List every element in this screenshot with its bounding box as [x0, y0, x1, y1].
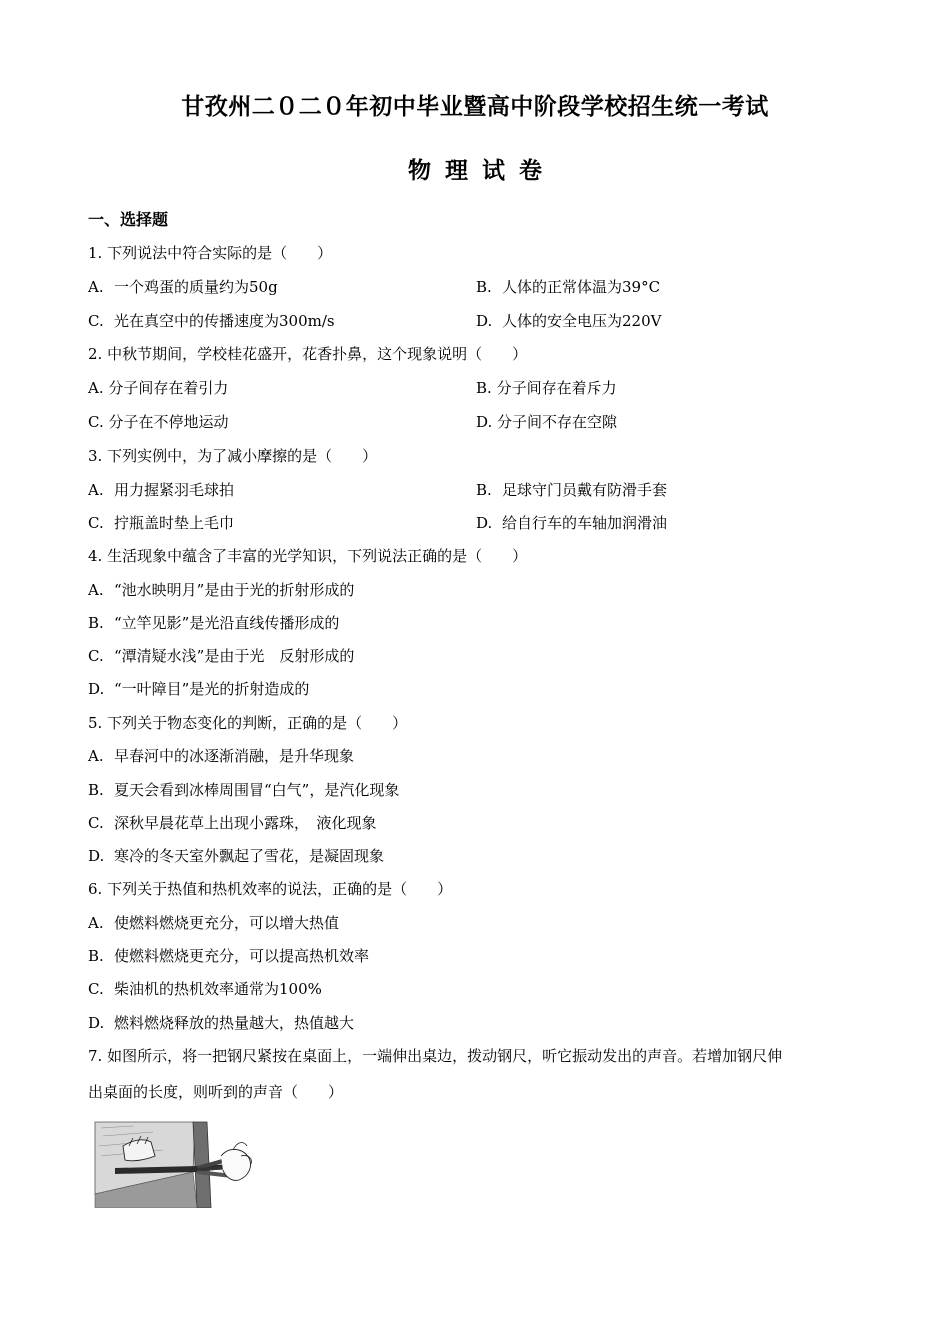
option-letter: A.: [88, 581, 104, 599]
question-6-option-c: [88, 979, 322, 999]
question-1-option-b: [476, 277, 660, 297]
option-letter: C.: [88, 413, 104, 431]
option-letter: D.: [88, 680, 105, 698]
question-2-option-a: [88, 378, 228, 398]
option-text: 夏天会看到冰棒周围冒“白气”，是汽化现象: [114, 781, 400, 799]
question-2-stem: 2. 中秋节期间，学校桂花盛开，花香扑鼻，这个现象说明（ ）: [88, 345, 528, 363]
option-text: 人体的正常体温为39°C: [502, 278, 661, 296]
option-text: 光在真空中的传播速度为300m/s: [114, 312, 335, 330]
option-letter: C.: [88, 647, 104, 665]
option-text: 燃料燃烧释放的热量越大，热值越大: [114, 1014, 355, 1032]
option-letter: D.: [476, 413, 493, 431]
question-1-option-d: [476, 311, 661, 331]
option-letter: D.: [476, 514, 493, 532]
option-letter: B.: [88, 614, 104, 632]
option-text: 用力握紧羽毛球拍: [114, 481, 235, 499]
option-text: 分子间不存在空隙: [497, 413, 618, 431]
option-letter: D.: [88, 1014, 105, 1032]
option-text: 使燃料燃烧更充分，可以提高热机效率: [114, 947, 370, 965]
question-3-option-d: [476, 513, 667, 533]
question-5-option-c: [88, 813, 377, 833]
option-letter: B.: [88, 947, 104, 965]
option-text: 分子间存在着斥力: [496, 379, 617, 397]
option-text: 一个鸡蛋的质量约为50g: [114, 278, 278, 296]
question-6-option-d: [88, 1013, 354, 1033]
option-text: “立竿见影”是光沿直线传播形成的: [114, 614, 340, 632]
option-text: 足球守门员戴有防滑手套: [502, 481, 668, 499]
option-letter: C.: [88, 514, 104, 532]
question-2-option-b: [476, 378, 617, 398]
question-7-stem-line2: 出桌面的长度，则听到的声音（ ）: [88, 1083, 344, 1101]
pressing-hand: [123, 1140, 155, 1161]
question-3-option-c: [88, 513, 234, 533]
question-1-option-c: [88, 311, 335, 331]
question-5-option-d: [88, 846, 384, 866]
option-letter: C.: [88, 980, 104, 998]
question-3-stem: 3. 下列实例中，为了减小摩擦的是（ ）: [88, 447, 378, 465]
exam-title: 甘孜州二０二０年初中毕业暨高中阶段学校招生统一考试: [181, 93, 769, 120]
question-2-option-c: [88, 412, 229, 432]
question-7-stem-line1: 7. 如图所示，将一把钢尺紧按在桌面上，一端伸出桌边，拨动钢尺，听它振动发出的声音。若增加钢尺伸: [88, 1047, 783, 1065]
exam-subtitle: 物理试卷: [408, 157, 556, 184]
option-letter: B.: [476, 481, 492, 499]
option-text: 使燃料燃烧更充分，可以增大热值: [114, 914, 340, 932]
question-6-stem: 6. 下列关于热值和热机效率的说法，正确的是（ ）: [88, 880, 453, 898]
question-4-option-b: [88, 613, 339, 633]
option-letter: B.: [476, 379, 492, 397]
question-6-option-a: [88, 913, 339, 933]
option-letter: A.: [88, 481, 104, 499]
question-5-option-b: [88, 780, 399, 800]
option-text: 深秋早晨花草上出现小露珠， 液化现象: [114, 814, 377, 832]
option-text: 人体的安全电压为220V: [502, 312, 662, 330]
option-letter: C.: [88, 814, 104, 832]
option-letter: D.: [476, 312, 493, 330]
question-4-option-d: [88, 679, 309, 699]
question-5-stem: 5. 下列关于物态变化的判断，正确的是（ ）: [88, 714, 408, 732]
question-1-stem: 1. 下列说法中符合实际的是（ ）: [88, 244, 333, 262]
option-text: 给自行车的车轴加润滑油: [502, 514, 668, 532]
question-6-option-b: [88, 946, 369, 966]
option-letter: D.: [88, 847, 105, 865]
option-letter: A.: [88, 747, 104, 765]
option-text: “池水映明月”是由于光的折射形成的: [114, 581, 355, 599]
question-3-option-b: [476, 480, 667, 500]
option-letter: A.: [88, 379, 104, 397]
question-4-option-a: [88, 580, 354, 600]
option-text: “潭清疑水浅”是由于光 反射形成的: [114, 647, 355, 665]
question-4-option-c: [88, 646, 354, 666]
option-letter: A.: [88, 914, 104, 932]
option-text: 分子在不停地运动: [108, 413, 229, 431]
question-2-option-d: [476, 412, 617, 432]
question-1-option-a: [88, 277, 278, 297]
option-text: 拧瓶盖时垫上毛巾: [114, 514, 235, 532]
section-heading: 一、选择题: [88, 210, 169, 229]
option-text: 柴油机的热机效率通常为100%: [114, 980, 322, 998]
option-letter: B.: [476, 278, 492, 296]
question-4-stem: 4. 生活现象中蕴含了丰富的光学知识，下列说法正确的是（ ）: [88, 547, 528, 565]
question-3-option-a: [88, 480, 234, 500]
option-letter: C.: [88, 312, 104, 330]
option-text: 寒冷的冬天室外飘起了雪花，是凝固现象: [114, 847, 385, 865]
option-text: 分子间存在着引力: [108, 379, 229, 397]
option-letter: B.: [88, 781, 104, 799]
option-letter: A.: [88, 278, 104, 296]
option-text: 早春河中的冰逐渐消融，是升华现象: [114, 747, 355, 765]
question-5-option-a: [88, 746, 354, 766]
ruler-on-table-figure: [93, 1116, 263, 1208]
option-text: “一叶障目”是光的折射造成的: [114, 680, 310, 698]
